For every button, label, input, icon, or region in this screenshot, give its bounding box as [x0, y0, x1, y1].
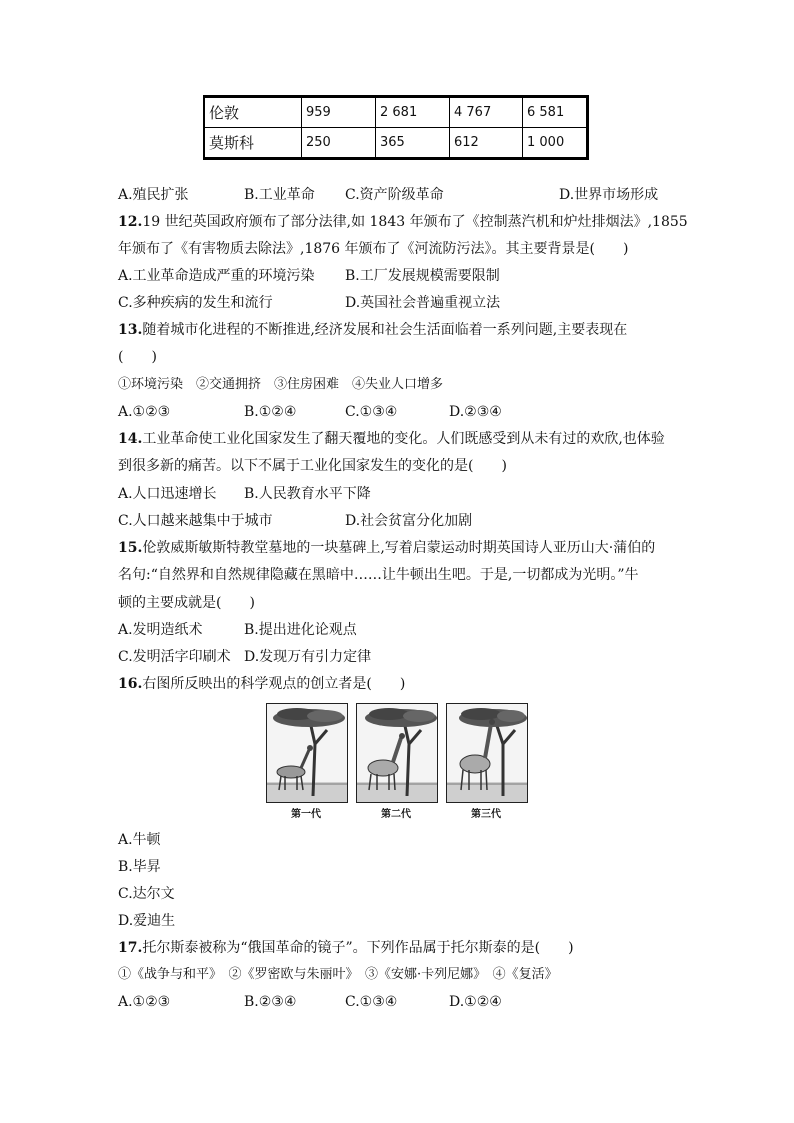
- q16-option-d[interactable]: D.爱迪生: [118, 913, 176, 929]
- question-number: 15.: [118, 540, 143, 556]
- q16-line1: 右图所反映出的科学观点的创立者是( ): [142, 676, 406, 692]
- q13-line1: 随着城市化进程的不断推进,经济发展和社会生活面临着一系列问题,主要表现在: [142, 322, 628, 338]
- city-cell: 伦敦: [204, 97, 302, 128]
- q11-option-d[interactable]: D.世界市场形成: [559, 187, 659, 203]
- question-number: 17.: [118, 940, 143, 956]
- q17-option-d[interactable]: D.①②④: [449, 994, 502, 1010]
- question-number: 13.: [118, 322, 143, 338]
- q14-stem: [118, 429, 665, 449]
- generation-2-illustration: [356, 703, 438, 803]
- q12-line2: 年颁布了《有害物质去除法》,1876 年颁布了《河流防污法》。其主要背景是( ): [118, 241, 629, 257]
- q15-option-a[interactable]: A.发明造纸术: [118, 622, 203, 638]
- caption-generation-1: 第一代: [291, 809, 321, 820]
- q11-option-c[interactable]: C.资产阶级革命: [345, 187, 444, 203]
- value-cell: 1 000: [523, 128, 588, 159]
- q15-line3: 顿的主要成就是( ): [118, 595, 255, 611]
- q14-option-c[interactable]: C.人口越来越集中于城市: [118, 513, 273, 529]
- q14-option-b[interactable]: B.人民教育水平下降: [244, 486, 371, 502]
- q16-option-a[interactable]: A.牛顿: [118, 832, 161, 848]
- q12-option-a[interactable]: A.工业革命造成严重的环境污染: [118, 268, 315, 284]
- generation-3-illustration: [446, 703, 528, 803]
- generation-1-illustration: [266, 703, 348, 803]
- caption-generation-2: 第二代: [381, 809, 411, 820]
- q14-option-d[interactable]: D.社会贫富分化加剧: [345, 513, 473, 529]
- caption-generation-3: 第三代: [471, 809, 501, 820]
- city-cell: 莫斯科: [204, 128, 302, 159]
- q14-option-a[interactable]: A.人口迅速增长: [118, 486, 217, 502]
- q15-line2: 名句:“自然界和自然规律隐藏在黑暗中……让牛顿出生吧。于是,一切都成为光明。”牛: [118, 567, 639, 583]
- q17-stem: [118, 938, 574, 958]
- q12-stem: [118, 212, 688, 232]
- q11-option-b[interactable]: B.工业革命: [244, 187, 315, 203]
- q15-option-d[interactable]: D.发现万有引力定律: [244, 649, 372, 665]
- table-row: [204, 97, 588, 128]
- q12-option-c[interactable]: C.多种疾病的发生和流行: [118, 295, 273, 311]
- q13-option-d[interactable]: D.②③④: [449, 404, 502, 420]
- table-row: [204, 128, 588, 159]
- q15-line1: 伦敦威斯敏斯特教堂墓地的一块墓碑上,写着启蒙运动时期英国诗人亚历山大·蒲伯的: [142, 540, 656, 556]
- q16-stem: [118, 674, 405, 694]
- value-cell: 4 767: [450, 97, 523, 128]
- q16-option-b[interactable]: B.毕昇: [118, 859, 161, 875]
- q15-option-b[interactable]: B.提出进化论观点: [244, 622, 357, 638]
- q13-line2: ( ): [118, 349, 157, 365]
- value-cell: 2 681: [376, 97, 450, 128]
- question-number: 16.: [118, 676, 143, 692]
- value-cell: 959: [302, 97, 376, 128]
- q13-option-b[interactable]: B.①②④: [244, 404, 297, 420]
- q13-items: ①环境污染 ②交通拥挤 ③住房困难 ④失业人口增多: [118, 377, 444, 392]
- q17-option-a[interactable]: A.①②③: [118, 994, 171, 1010]
- question-number: 12.: [118, 214, 143, 230]
- q13-option-c[interactable]: C.①③④: [345, 404, 398, 420]
- value-cell: 365: [376, 128, 450, 159]
- q17-option-b[interactable]: B.②③④: [244, 994, 297, 1010]
- q12-option-d[interactable]: D.英国社会普遍重视立法: [345, 295, 501, 311]
- q14-line1: 工业革命使工业化国家发生了翻天覆地的变化。人们既感受到从未有过的欢欣,也体验: [142, 431, 665, 447]
- q12-line1: 19 世纪英国政府颁布了部分法律,如 1843 年颁布了《控制蒸汽机和炉灶排烟法》,1855: [142, 214, 688, 230]
- giraffe-evolution-figure: [266, 703, 528, 823]
- q17-option-c[interactable]: C.①③④: [345, 994, 398, 1010]
- value-cell: 250: [302, 128, 376, 159]
- q14-line2: 到很多新的痛苦。以下不属于工业化国家发生的变化的是( ): [118, 458, 507, 474]
- q11-option-a[interactable]: A.殖民扩张: [118, 187, 189, 203]
- q16-option-c[interactable]: C.达尔文: [118, 886, 175, 902]
- q13-option-a[interactable]: A.①②③: [118, 404, 171, 420]
- q15-stem: [118, 538, 655, 558]
- value-cell: 612: [450, 128, 523, 159]
- q13-stem: [118, 320, 627, 340]
- q17-items: ①《战争与和平》 ②《罗密欧与朱丽叶》 ③《安娜·卡列尼娜》 ④《复活》: [118, 967, 558, 982]
- q17-line1: 托尔斯泰被称为“俄国革命的镜子”。下列作品属于托尔斯泰的是( ): [142, 940, 574, 956]
- population-table: [203, 95, 589, 160]
- q15-option-c[interactable]: C.发明活字印刷术: [118, 649, 231, 665]
- question-number: 14.: [118, 431, 143, 447]
- value-cell: 6 581: [523, 97, 588, 128]
- q12-option-b[interactable]: B.工厂发展规模需要限制: [345, 268, 500, 284]
